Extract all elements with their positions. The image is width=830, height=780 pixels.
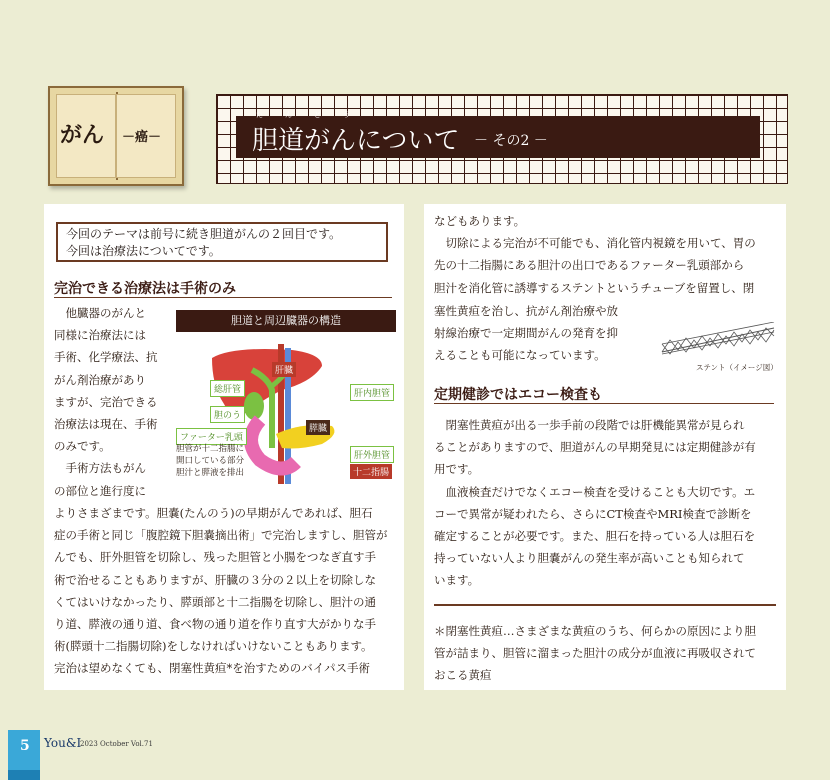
magazine-brand: You&I (44, 736, 82, 750)
section-heading-underline (54, 297, 392, 298)
label-liver: 肝臓 (272, 362, 296, 377)
surgery-paragraph-wide: よりさまざまです。胆嚢(たんのう)の早期がんであれば、胆石 症の手術と同じ「腹腔鏡下胆嚢摘出術」で完治しますし、胆管が んでも、肝外胆管を切除し、残った胆管と小腸をつなぎ直す手 術で治せることもありますが、肝臓の３分の２以上を切除しな くてはいけなかったり、膵頭部と十二指腸を切除し、胆汁の通 り道、膵液の通り道、食べ物の通り道を作り直す大がかりな手 術(膵頭十二指腸切除)をしなければいけないこともあります。 完治は望めなくても、閉塞性黄疸*を治すためのバイパス手術 (54, 506, 388, 676)
stent-paragraph: などもあります。 切除による完治が不可能でも、消化管内視鏡を用いて、胃の 先の十二指腸にある胆汁の出口であるファーター乳頭部から 胆汁を消化管に誘導するステントというチューブを留置し、閉 (434, 214, 756, 295)
label-common-hepatic-duct: 総肝管 (210, 380, 245, 397)
label-pancreas: 膵臓 (306, 420, 330, 435)
label-extrahepatic-duct: 肝外胆管 (350, 446, 394, 463)
page-number-strip (8, 770, 40, 780)
label-gallbladder: 胆のう (210, 406, 245, 423)
label-ampulla: ファーター乳頭 (176, 428, 247, 445)
category-label: がん (60, 123, 105, 148)
intro-line-2: 今回は治療法についてです。 (66, 244, 221, 258)
checkup-paragraph: 閉塞性黄疸が出る一歩手前の段階では肝機能異常が見られ ることがありますので、胆道がんの早期発見には定期健診が有 用です。 血液検査だけでなくエコー検査を受けることも大切です。エ コーで異常が疑われたら、さらにCT検査やMRI検査で診断を 確定することが必要です。また、胆石を持っている人は胆石を 持っていない人より胆嚢がんの発生率が高いことも知られて います。 (434, 418, 756, 588)
issue-meta: 2023 October Vol.71 (80, 740, 153, 748)
gallbladder-shape (244, 392, 264, 420)
footnote: ＊閉塞性黄疸…さまざまな黄疸のうち、何らかの原因により胆 管が詰まり、胆管に溜まった胆汁の成分が血液に再吸収されて おこる黄疸 (434, 624, 756, 683)
footnote-divider (434, 604, 776, 606)
page-title: 胆道がんについて (252, 126, 460, 156)
label-intrahepatic-duct: 肝内胆管 (350, 384, 394, 401)
section-heading-checkup-underline (434, 403, 774, 404)
category-sub-label: －癌－ (122, 130, 162, 145)
stent-paragraph-continued: 塞性黄疸を治し、抗がん剤治療や放 射線治療で一定期間がんの発育を抑 えることも可能になっています。 (434, 304, 618, 363)
section-heading-surgery: 完治できる治療法は手術のみ (54, 281, 236, 297)
stent-caption: ステント（イメージ図） (696, 363, 778, 372)
intro-box (56, 222, 388, 262)
diagram-title: 胆道と周辺臓器の構造 (176, 310, 396, 332)
stent-illustration (658, 322, 778, 358)
section-heading-checkup: 定期健診ではエコー検査も (434, 387, 602, 403)
page-title-suffix: － その2 － (474, 133, 548, 149)
page-number: 5 (8, 730, 40, 776)
ampulla-note: 胆管が十二指腸に 開口している部分 胆汁と膵液を排出 (176, 444, 245, 478)
surgery-paragraph-narrow: 他臓器のがんと 同様に治療法には 手術、化学療法、抗 がん剤治療があり ますが、完治できる 治療法は現在、手術 のみです。 手術方法もがん の部位と進行度に (54, 306, 158, 498)
intro-line-1: 今回のテーマは前号に続き胆道がんの２回目です。 (66, 227, 342, 241)
title-ruby: たんどう (256, 111, 372, 119)
label-duodenum: 十二指腸 (350, 464, 392, 479)
